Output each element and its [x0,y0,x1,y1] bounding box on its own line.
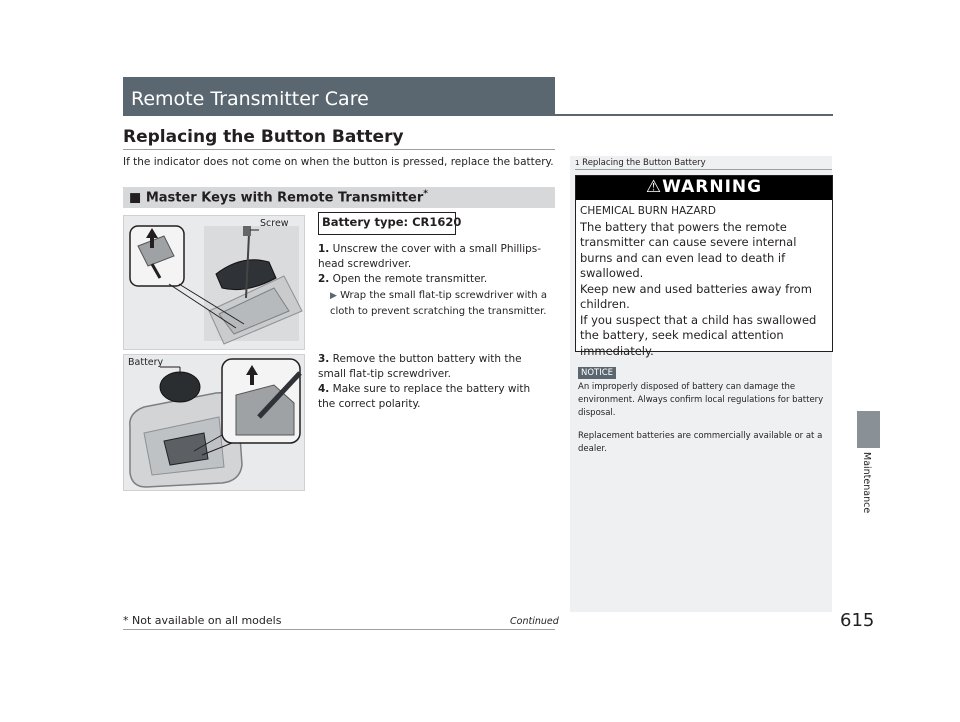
step-3 [318,352,550,382]
screw-label: Screw [260,218,289,229]
warning-triangle-icon: ⚠ [645,177,663,197]
warning-title-text: WARNING [662,177,763,197]
notice-paragraph: Replacement batteries are commercially available or at a dealer. [578,431,823,454]
battery-label: Battery [128,357,164,368]
footer-rule [123,629,555,630]
illustration-unscrew-cover [123,215,305,350]
page-title: Remote Transmitter Care [131,88,369,110]
notice-text [578,381,824,462]
battery-type-text: Battery type: CR1620 [322,215,462,229]
heading-marker: 1 [575,159,580,167]
banner-rule [555,114,833,116]
warning-line: CHEMICAL BURN HAZARD [580,205,716,217]
continued-label: Continued [510,616,559,627]
footnote: * Not available on all models [123,614,282,627]
step-number: 2. [318,273,330,285]
step-text: Remove the button battery with the small flat-tip screwdriver. [318,353,522,380]
illustration-battery-drawing [124,355,304,490]
section-title-text: Master Keys with Remote Transmitter [145,190,424,206]
step-note-text: Wrap the small flat-tip screwdriver with a cloth to prevent scratching the transmitter. [330,290,547,317]
step-2 [318,272,550,287]
notice-paragraph: An improperly disposed of battery can damage the environment. Always confirm local regulations for battery disposal. [578,382,824,418]
step-4 [318,382,550,412]
warning-line: Keep new and used batteries away from children. [580,281,812,311]
chapter-tab [857,411,880,448]
page-number: 615 [840,610,875,631]
warning-line: The battery that powers the remote transmitter can cause severe internal burns and can even lead to death if swallowed. [580,219,797,280]
step-1 [318,242,550,272]
section-marker: ■ [129,190,142,206]
step-text: Unscrew the cover with a small Phillips-head screwdriver. [318,243,542,270]
subsection-rule [123,149,555,150]
subsection-title: Replacing the Button Battery [123,127,404,147]
chapter-label-text: Maintenance [861,452,872,514]
notes-rule [575,169,832,170]
illustration-unscrew-drawing [124,216,304,349]
notes-heading-text: Replacing the Button Battery [582,158,706,168]
step-text: Make sure to replace the battery with the correct polarity. [318,383,531,410]
intro-text: If the indicator does not come on when the button is pressed, replace the battery. [123,156,554,168]
note-arrow-icon: ▶ [330,291,337,301]
section-title [129,189,428,205]
chapter-label [860,452,876,512]
warning-body [580,204,828,359]
step-text: Open the remote transmitter. [332,273,488,285]
warning-title [576,177,832,197]
warning-line: If you suspect that a child has swallowed the battery, seek medical attention immediately. [580,312,817,358]
notes-heading [575,158,706,168]
step-2-note [330,288,552,319]
illustration-remove-battery [123,354,305,491]
step-number: 3. [318,353,330,365]
footnote-asterisk: * [423,189,428,199]
step-number: 4. [318,383,330,395]
step-number: 1. [318,243,330,255]
notice-tag: NOTICE [578,367,616,379]
